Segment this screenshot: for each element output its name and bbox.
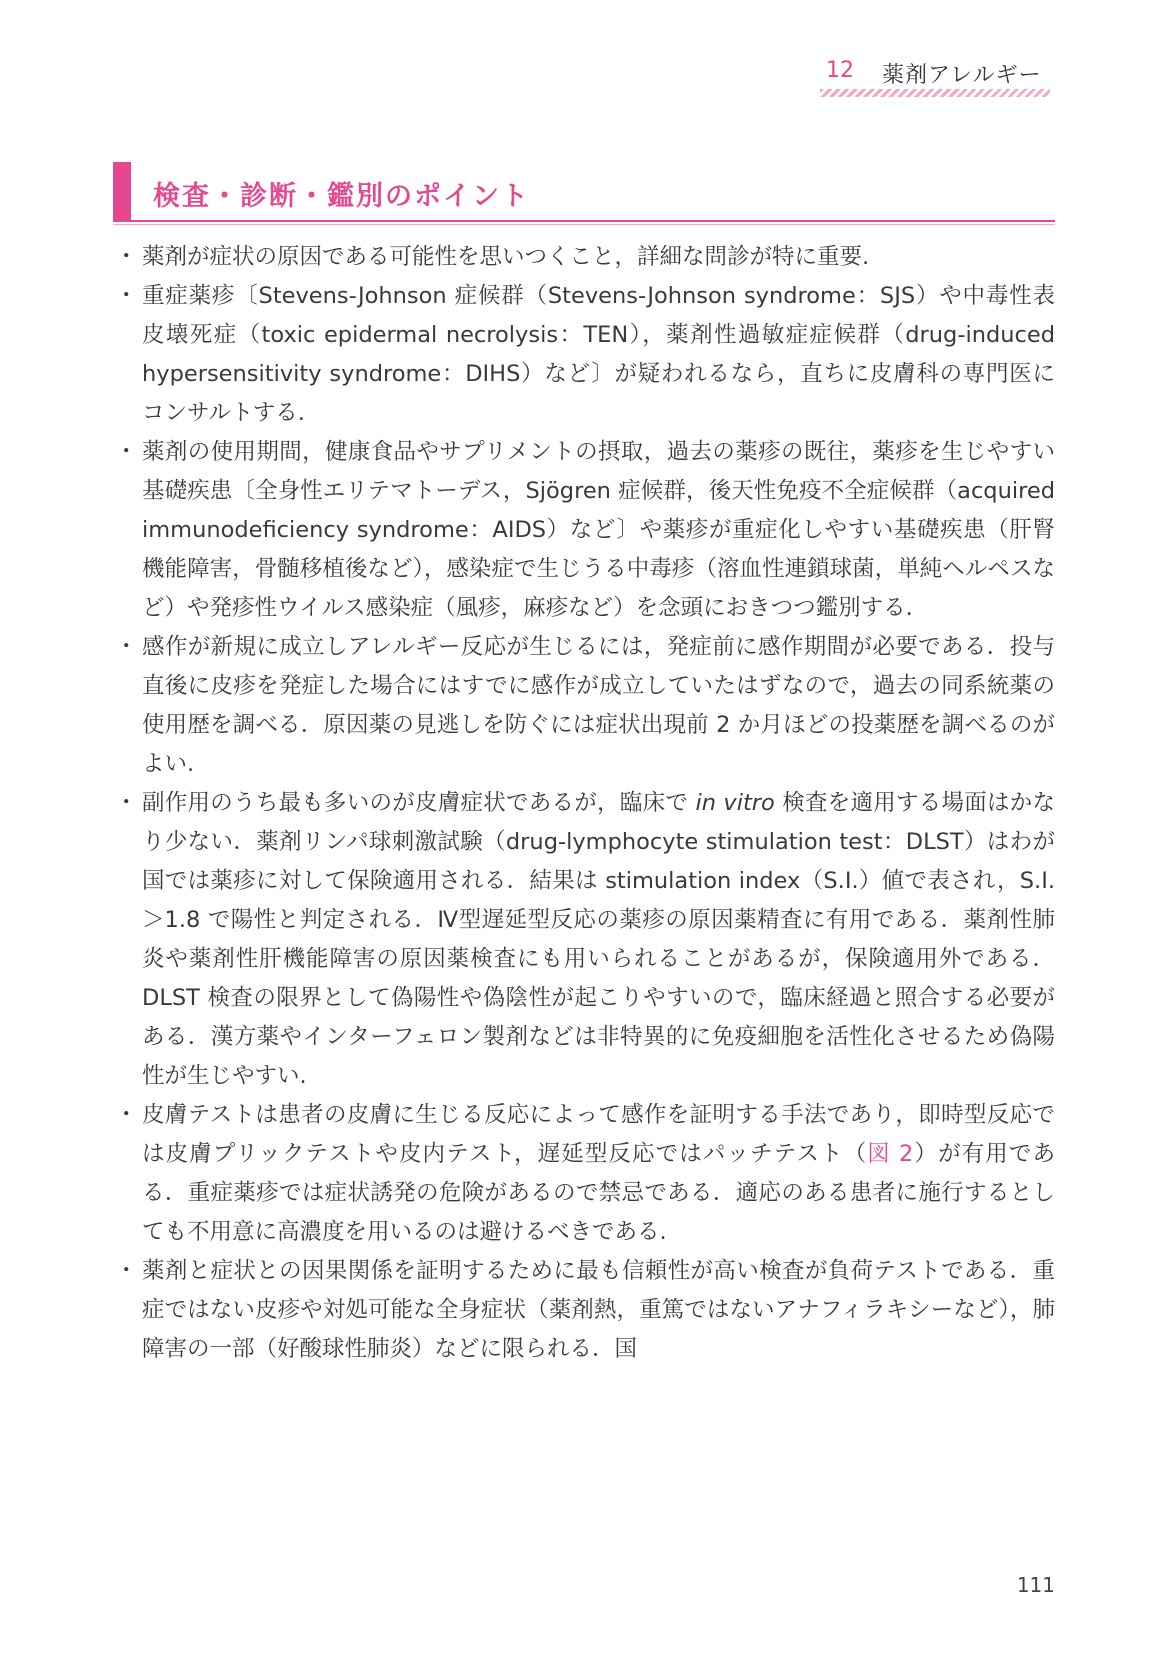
bullet-list [115, 238, 1055, 1369]
list-item [115, 277, 1055, 433]
bullet-marker: ・ [115, 1258, 138, 1284]
heading-accent-bar [113, 162, 131, 220]
in-vitro-italic: in vitro [695, 790, 775, 816]
list-item [115, 433, 1055, 628]
list-item [115, 784, 1055, 1096]
list-item-text-part: 検査を適用する場面はかなり少ない．薬剤リンパ球刺激試験（drug-lymphocyte stimulation test：DLST）はわが国では薬疹に対して保険適用される．結果は stimulation index（S.I.）値で表され，S.I.＞1.8 で陽性と判定される．Ⅳ型遅延型反応の薬疹の原因薬精査に有用である．薬剤性肺炎や薬剤性肝機能障害の原因薬検査にも用いられることがあるが，保険適用外である．DLST 検査の限界として偽陽性や偽陰性が起こりやすいので，臨床経過と照合する必要がある．漢方薬やインターフェロン製剤などは非特異的に免疫細胞を活性化させるため偽陽性が生じやすい. [142, 790, 1055, 1089]
list-item [115, 1096, 1055, 1252]
list-item-text-part: ）が有用である．重症薬疹では症状誘発の危険があるので禁忌である．適応のある患者に施行するとしても不用意に高濃度を用いるのは避けるべきである. [142, 1141, 1055, 1245]
list-item-text: 感作が新規に成立しアレルギー反応が生じるには，発症前に感作期間が必要である．投与直後に皮疹を発症した場合にはすでに感作が成立していたはずなので，過去の同系統薬の使用歴を調べる．原因薬の見逃しを防ぐには症状出現前 2 か月ほどの投薬歴を調べるのがよい. [142, 634, 1055, 777]
chapter-number: 12 [826, 58, 854, 83]
bullet-marker: ・ [115, 439, 138, 465]
running-header [820, 58, 1050, 98]
list-item [115, 1252, 1055, 1369]
section-title: 検査・診断・鑑別のポイント [153, 181, 530, 212]
list-item-text: 薬剤と症状との因果関係を証明するために最も信頼性が高い検査が負荷テストである．重症ではない皮疹や対処可能な全身症状（薬剤熱，重篤ではないアナフィラキシーなど），肺障害の一部（好酸球性肺炎）などに限られる．国 [142, 1258, 1055, 1362]
bullet-marker: ・ [115, 283, 138, 309]
list-item-text-part: 皮膚テストは患者の皮膚に生じる反応によって感作を証明する手法であり，即時型反応では皮膚プリックテストや皮内テスト，遅延型反応ではパッチテスト（ [142, 1102, 1055, 1167]
header-stripe-decoration [820, 89, 1050, 97]
list-item [115, 628, 1055, 784]
heading-underline [113, 220, 1055, 222]
bullet-marker: ・ [115, 790, 138, 816]
bullet-marker: ・ [115, 634, 138, 660]
list-item-text: 薬剤が症状の原因である可能性を思いつくこと，詳細な問診が特に重要. [142, 244, 870, 270]
page-number: 111 [1016, 1573, 1055, 1597]
list-item-text [142, 1102, 1055, 1245]
list-item-text [142, 790, 1055, 1089]
bullet-marker: ・ [115, 244, 138, 270]
heading-underline-secondary [113, 224, 1055, 225]
list-item-text: 重症薬疹〔Stevens-Johnson 症候群（Stevens-Johnson syndrome：SJS）や中毒性表皮壊死症（toxic epidermal necrolysis：TEN），薬剤性過敏症症候群（drug-induced hypersensitivity syndrome：DIHS）など〕が疑われるなら，直ちに皮膚科の専門医にコンサルトする. [142, 283, 1055, 426]
bullet-marker: ・ [115, 1102, 138, 1128]
list-item-text-part: 副作用のうち最も多いのが皮膚症状であるが，臨床で [142, 790, 696, 816]
list-item-text: 薬剤の使用期間，健康食品やサプリメントの摂取，過去の薬疹の既往，薬疹を生じやすい基礎疾患〔全身性エリテマトーデス，Sjögren 症候群，後天性免疫不全症候群（acquired immunodeficiency syndrome：AIDS）など〕や薬疹が重症化しやすい基礎疾患（肝腎機能障害，骨髄移植後など），感染症で生じうる中毒疹（溶血性連鎖球菌，単純ヘルペスなど）や発疹性ウイルス感染症（風疹，麻疹など）を念頭におきつつ鑑別する. [142, 439, 1055, 621]
chapter-title: 薬剤アレルギー [882, 63, 1042, 88]
list-item [115, 238, 1055, 277]
figure-2-link[interactable]: 図 2 [867, 1141, 914, 1167]
section-heading [113, 162, 1055, 226]
